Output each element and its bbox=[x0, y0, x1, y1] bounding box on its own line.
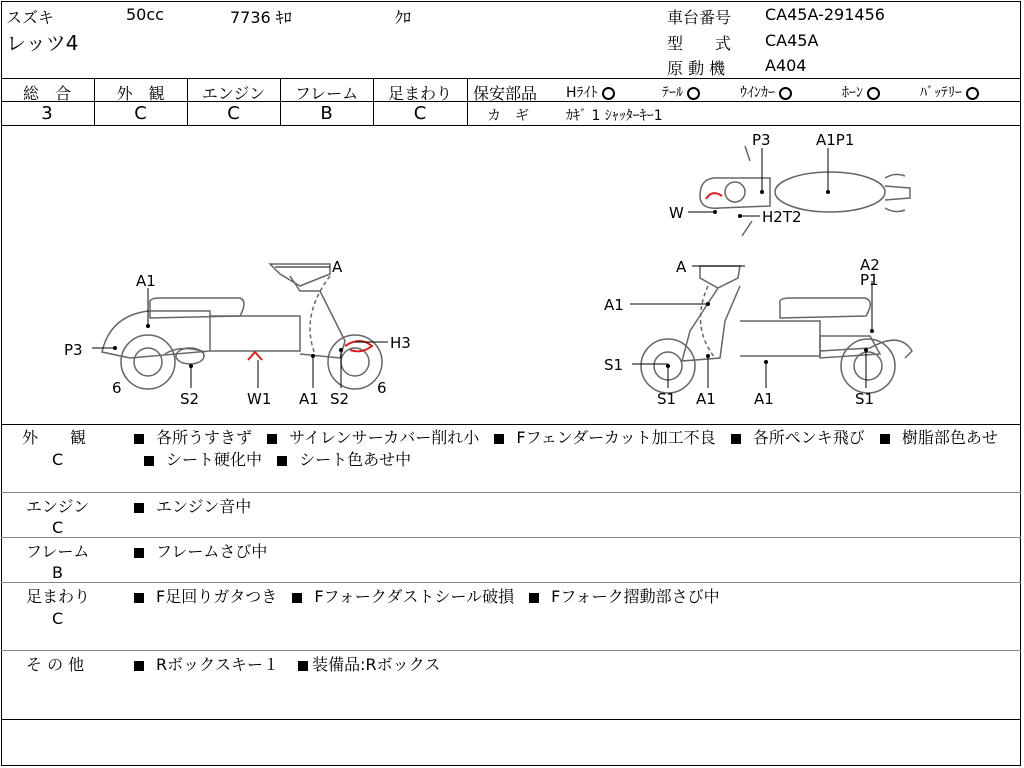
frame-number-label: 車台番号 bbox=[667, 8, 732, 27]
diagram-label: A1 bbox=[299, 390, 319, 408]
note-item: サイレンサーカバー削れ小 bbox=[289, 428, 480, 447]
frame-number: CA45A-291456 bbox=[765, 5, 885, 24]
damage-mark bbox=[706, 193, 722, 199]
bullet-square-icon bbox=[494, 434, 504, 444]
mileage: 7736 ｷﾛ bbox=[230, 8, 292, 27]
divider bbox=[467, 78, 468, 125]
key-label: カ ギ bbox=[487, 108, 529, 124]
bullet-square-icon bbox=[298, 661, 308, 671]
bullet-square-icon bbox=[267, 434, 277, 444]
note-items-frame bbox=[134, 541, 267, 563]
grade-engine-value: C bbox=[227, 103, 240, 124]
type-value: CA45A bbox=[765, 31, 819, 50]
diagram-label: A bbox=[676, 258, 687, 276]
divider bbox=[1, 78, 1021, 79]
divider bbox=[1, 719, 1021, 720]
bullet-square-icon bbox=[134, 503, 144, 513]
grade-overall-value: 3 bbox=[41, 103, 53, 124]
diagram-label: P1 bbox=[860, 271, 879, 289]
note-item: フレームさび中 bbox=[156, 542, 268, 561]
grade-suspension-label: 足まわり bbox=[387, 84, 452, 103]
note-grade-suspension: C bbox=[52, 609, 64, 628]
note-item: 樹脂部色あせ bbox=[901, 428, 998, 447]
note-item: 各所うすきず bbox=[156, 428, 253, 447]
bullet-square-icon bbox=[134, 661, 144, 671]
note-items-suspension bbox=[134, 586, 720, 608]
bullet-square-icon bbox=[277, 456, 287, 466]
grade-exterior-label: 外 観 bbox=[116, 84, 165, 103]
note-item: Fフェンダーカット加工不良 bbox=[516, 428, 716, 447]
diagram-label: W bbox=[669, 204, 684, 222]
divider bbox=[1, 582, 1021, 583]
diagram-label: H3 bbox=[390, 334, 411, 352]
bullet-square-icon bbox=[134, 593, 144, 603]
safety-item-horn bbox=[842, 82, 880, 102]
note-item: Fフォークダストシール破損 bbox=[314, 587, 515, 606]
safety-parts-label: 保安部品 bbox=[473, 84, 538, 103]
model-name: レッツ4 bbox=[6, 31, 79, 55]
diagram-label: A1 bbox=[604, 296, 624, 314]
note-grade-exterior: C bbox=[52, 450, 64, 469]
key-value: ｶｷﾞ 1 ｼｬｯﾀｰｷｰ1 bbox=[566, 108, 663, 124]
diagram-label: A2 bbox=[860, 256, 880, 274]
bullet-square-icon bbox=[731, 434, 741, 444]
note-item: F足回りガタつき bbox=[156, 587, 278, 606]
note-item: Fフォーク摺動部さび中 bbox=[551, 587, 720, 606]
divider bbox=[1, 537, 1021, 538]
divider bbox=[1, 424, 1021, 425]
divider bbox=[1, 650, 1021, 651]
diagram-label: P3 bbox=[752, 131, 771, 149]
note-item: エンジン音中 bbox=[156, 497, 252, 516]
grade-suspension-value: C bbox=[413, 103, 427, 124]
bullet-square-icon bbox=[880, 434, 890, 444]
diagram-label: S1 bbox=[604, 356, 624, 374]
safety-item-battery bbox=[920, 82, 979, 102]
safety-item-label: ﾎｰﾝ bbox=[842, 85, 863, 101]
safety-item-label: ﾃｰﾙ bbox=[662, 85, 683, 101]
diagram-label: 6 bbox=[377, 379, 387, 397]
note-item: シート色あせ中 bbox=[299, 450, 412, 469]
ok-circle-icon bbox=[687, 87, 700, 100]
type-label: 型 式 bbox=[667, 34, 732, 53]
note-items-engine bbox=[134, 496, 251, 518]
note-item: 各所ペンキ飛び bbox=[752, 428, 865, 447]
note-grade-frame: B bbox=[52, 563, 63, 582]
note-item: シート硬化中 bbox=[166, 450, 263, 469]
note-grade-engine: C bbox=[52, 518, 64, 537]
ok-circle-icon bbox=[966, 87, 979, 100]
bullet-square-icon bbox=[529, 593, 539, 603]
note-category-frame: フレーム bbox=[26, 542, 90, 561]
note-category-exterior: 外 観 bbox=[22, 428, 87, 447]
engine-value: A404 bbox=[765, 56, 807, 75]
bullet-square-icon bbox=[134, 434, 144, 444]
scooter-top-view bbox=[700, 146, 910, 236]
damage-mark bbox=[248, 352, 262, 360]
diagram-label: W1 bbox=[247, 390, 272, 408]
diagram-label: A1P1 bbox=[816, 131, 855, 149]
ok-circle-icon bbox=[779, 87, 792, 100]
displacement: 50cc bbox=[126, 5, 164, 24]
ok-circle-icon bbox=[602, 87, 615, 100]
diagram-label: S2 bbox=[330, 390, 350, 408]
note-category-suspension: 足まわり bbox=[26, 587, 91, 606]
damage-diagram bbox=[0, 126, 1022, 424]
note-item: 装備品:Rボックス bbox=[312, 655, 441, 674]
diagram-label: 6 bbox=[112, 379, 122, 397]
safety-item-headlight bbox=[566, 82, 615, 102]
safety-item-winker bbox=[740, 82, 792, 102]
safety-item-label: Hﾗｲﾄ bbox=[566, 85, 598, 101]
diagram-label: A1 bbox=[754, 390, 774, 408]
grade-exterior-value: C bbox=[134, 103, 147, 124]
grade-engine-label: エンジン bbox=[201, 84, 266, 103]
note-category-other: そ の 他 bbox=[26, 655, 85, 674]
engine-label: 原 動 機 bbox=[667, 59, 726, 78]
note-item: Rボックスキー１ bbox=[156, 655, 279, 674]
color: ｸﾛ bbox=[395, 8, 412, 27]
maker: スズキ bbox=[6, 8, 55, 27]
grade-frame-value: B bbox=[320, 103, 333, 124]
diagram-label: A bbox=[332, 258, 343, 276]
bullet-square-icon bbox=[134, 548, 144, 558]
bullet-square-icon bbox=[292, 593, 302, 603]
diagram-label: S1 bbox=[657, 390, 677, 408]
grade-overall-label: 総 合 bbox=[22, 84, 71, 103]
ok-circle-icon bbox=[867, 87, 880, 100]
safety-item-taillight bbox=[662, 82, 700, 102]
diagram-label: A1 bbox=[136, 272, 156, 290]
divider bbox=[1, 492, 1021, 493]
note-items-exterior bbox=[134, 427, 1014, 471]
safety-item-label: ﾊﾞｯﾃﾘｰ bbox=[920, 85, 962, 101]
safety-item-label: ｳｲﾝｶｰ bbox=[740, 85, 775, 101]
diagram-label: P3 bbox=[64, 341, 83, 359]
note-category-engine: エンジン bbox=[26, 497, 90, 516]
diagram-label: H2T2 bbox=[762, 208, 802, 226]
diagram-label: S2 bbox=[180, 390, 200, 408]
bullet-square-icon bbox=[144, 456, 154, 466]
diagram-label: S1 bbox=[855, 390, 875, 408]
grade-frame-label: フレーム bbox=[294, 84, 359, 103]
diagram-label: A1 bbox=[696, 390, 716, 408]
note-items-other bbox=[134, 654, 440, 676]
